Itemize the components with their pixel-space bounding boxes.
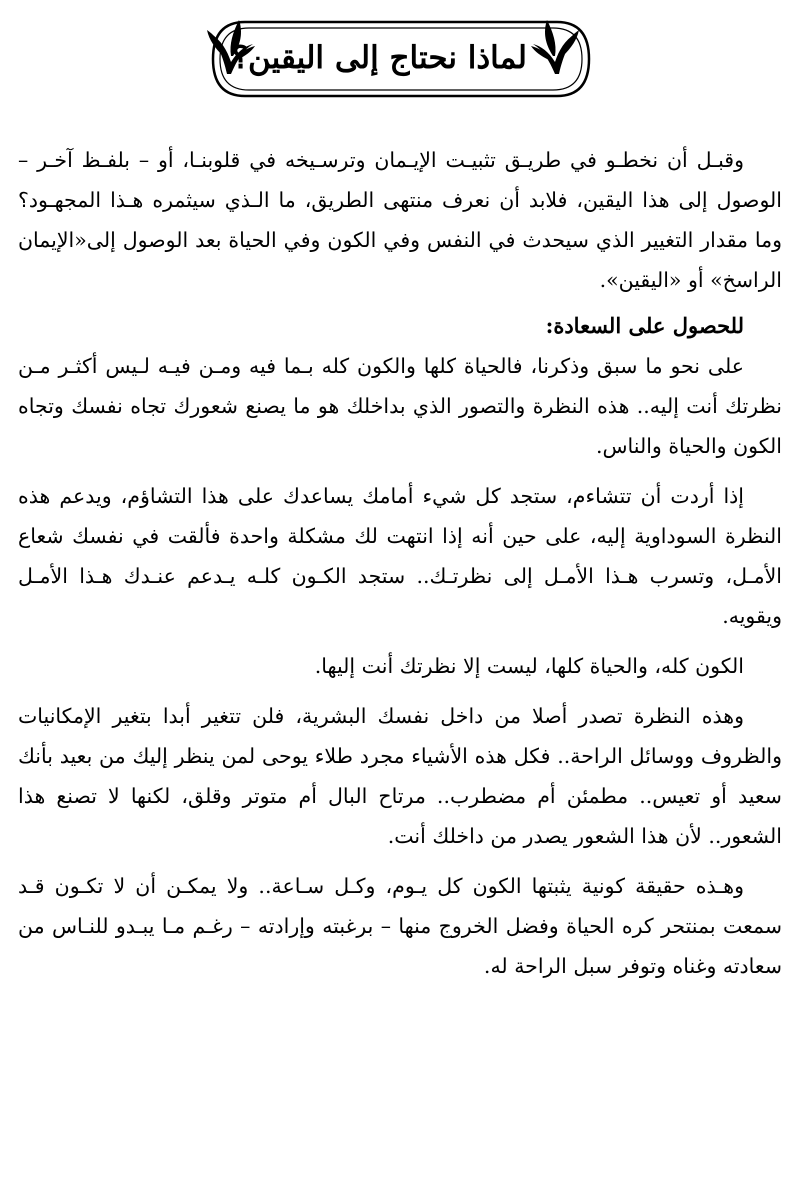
paragraph: الكون كله، والحياة كلها، ليست إلا نظرتك أنت إليها. xyxy=(314,654,744,678)
article-body xyxy=(18,140,782,986)
paragraph: إذا أردت أن تتشاءم، ستجد كل شيء أمامك يساعدك على هذا التشاؤم، ويدعم هذه النظرة السوداوية إليه، على حين أنه إذا انتهت لك مشكلة واحدة فألقت في نفسك شعاع الأمـل، وتسرب هـذا الأمـل إلى نظرتـك.. ستجد الكـون كلـه يـدعم عنـدك هـذا الأمـل ويقويه. xyxy=(18,484,782,628)
paragraph: وقبـل أن نخطـو في طريـق تثبيـت الإيـمان وترسـيخه في قلوبنـا، أو – بلفـظ آخـر – الوصول إلى هذا اليقين، فلابد أن نعرف منتهى الطريق، ما الـذي سيثمره هـذا المجهـود؟ وما مقدار التغيير الذي سيحدث في النفس وفي الكون وفي الحياة بعد الوصول إلى«الإيمان الراسخ» أو «اليقين». xyxy=(18,148,782,292)
title-banner xyxy=(205,16,597,102)
page-title: لماذا نحتاج إلى اليقين؟ xyxy=(231,40,527,76)
paragraph: على نحو ما سبق وذكرنا، فالحياة كلها والكون كله بـما فيه ومـن فيـه لـيس أكثـر مـن نظرتك أنت إليه.. هذه النظرة والتصور الذي بداخلك هو ما يصنع شعورك تجاه نفسك وتجاه الكون والحياة والناس. xyxy=(18,354,782,458)
paragraph: وهـذه حقيقة كونية يثبتها الكون كل يـوم، وكـل سـاعة.. ولا يمكـن أن لا تكـون قـد سمعت بمنتحر كره الحياة وفضل الخروج منها – برغبته وإرادته – رغـم مـا يبـدو للنـاس من سعادته وغناه وتوفر سبل الراحة له. xyxy=(18,874,782,978)
leaf-ornament-right-icon xyxy=(529,16,581,76)
paragraph: وهذه النظرة تصدر أصلا من داخل نفسك البشرية، فلن تتغير أبدا بتغير الإمكانيات والظروف ووسائل الراحة.. فكل هذه الأشياء مجرد طلاء يوحى لمن ينظر إليك من بعيد بأنك سعيد أو تعيس.. مطمئن أم مضطرب.. مرتاح البال أم متوتر وقلق، لكنها لا تصنع هذا الشعور.. لأن هذا الشعور يصدر من داخلك أنت. xyxy=(18,704,782,848)
section-heading: للحصول على السعادة: xyxy=(545,313,744,338)
